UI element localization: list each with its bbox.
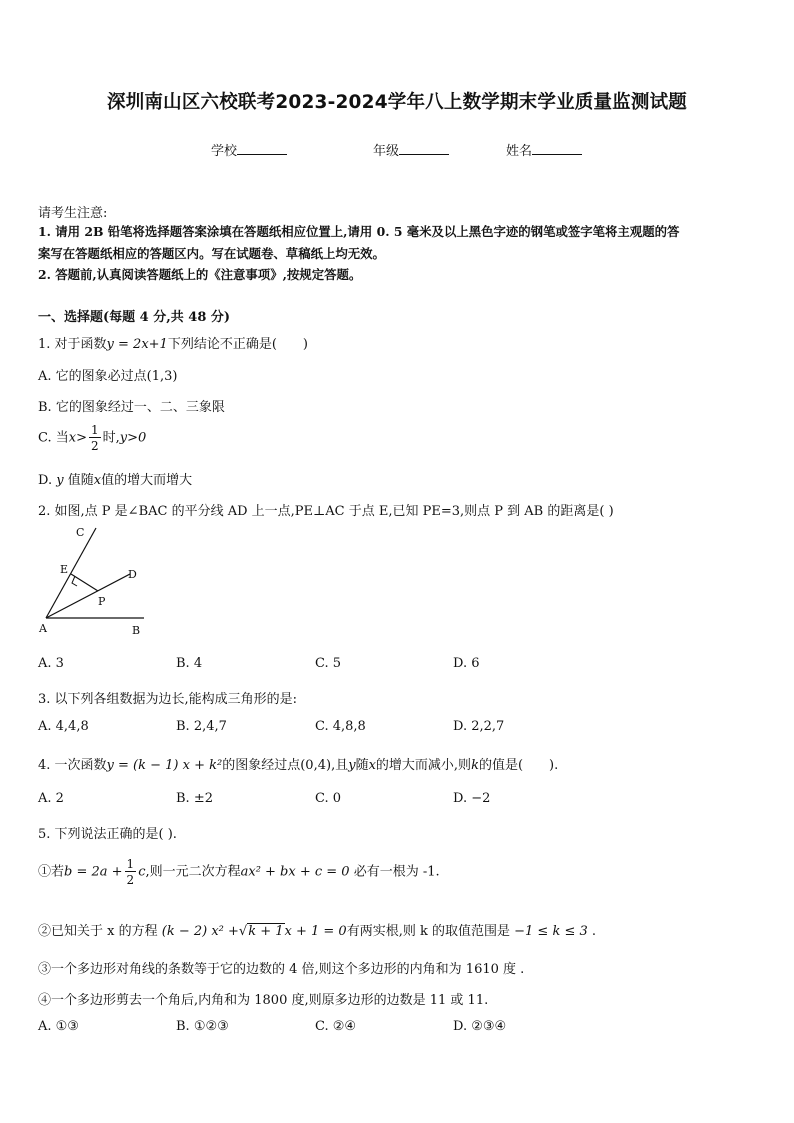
q2-stem: 2. 如图,点 P 是∠BAC 的平分线 AD 上一点,PE⊥AC 于点 E,已知 PE=3,则点 P 到 AB 的距离是( ): [38, 504, 614, 519]
q1-c-post: 时,: [102, 430, 120, 446]
q1-d-pre: D.: [38, 473, 53, 488]
q2-option-c[interactable]: C. 5: [315, 656, 342, 671]
page-title: 深圳南山区六校联考2023-2024学年八上数学期末学业质量监测试题: [107, 92, 687, 113]
q4-point: (0,4): [300, 758, 332, 773]
q4-stem-mid2: ,且: [331, 758, 349, 773]
q4-stem-post: 的值是( ).: [478, 758, 559, 773]
q5-s2-pre: ②已知关于 x 的方程: [38, 924, 158, 939]
section-heading: 一、选择题(每题 4 分,共 48 分): [38, 310, 231, 325]
q5-s1-eq-left: b = 2a +: [64, 864, 123, 880]
q5-s1-eq-right: c: [138, 864, 146, 880]
grade-field[interactable]: [373, 140, 449, 159]
q5-s1-pre: ①若: [38, 864, 65, 880]
q4-x: x: [368, 758, 376, 773]
name-field[interactable]: [506, 140, 582, 159]
q4-option-b[interactable]: B. ±2: [176, 791, 213, 806]
name-label: 姓名: [506, 144, 533, 159]
school-field[interactable]: [211, 140, 287, 159]
q1-d-post: 值的增大而增大: [101, 473, 193, 488]
q5-option-b[interactable]: B. ①②③: [176, 1019, 229, 1034]
label-p: P: [98, 595, 106, 608]
q5-s2-eq-right: x + 1 = 0: [284, 924, 347, 939]
q1-stem: [38, 333, 308, 352]
q4-k: k: [471, 758, 479, 773]
q5-statement-1: [38, 858, 440, 886]
q3-stem: 3. 以下列各组数据为边长,能构成三角形的是:: [38, 692, 298, 707]
label-e: E: [60, 563, 69, 576]
q5-statement-2: [38, 920, 596, 939]
label-d: D: [128, 568, 137, 581]
q5-s1-den: 2: [126, 873, 135, 887]
q1-option-b[interactable]: B. 它的图象经过一、二、三象限: [38, 400, 225, 415]
q1-c-den: 2: [91, 439, 99, 453]
q1-option-c[interactable]: [38, 424, 146, 452]
q1-c-var: x: [68, 430, 77, 446]
q4-formula: y = (k − 1) x + k²: [106, 758, 223, 773]
q1-function: y = 2x+1: [106, 337, 168, 352]
q5-s1-fraction: [125, 858, 137, 886]
grade-blank[interactable]: [399, 142, 449, 155]
q4-option-c[interactable]: C. 0: [315, 791, 342, 806]
q3-option-d[interactable]: D. 2,2,7: [453, 719, 505, 734]
q5-stem: 5. 下列说法正确的是( ).: [38, 827, 177, 842]
q5-s1-num: 1: [126, 857, 135, 871]
q1-c-pre: C. 当: [38, 430, 69, 446]
q4-stem-mid4: 的增大而减小,则: [375, 758, 472, 773]
q5-option-a[interactable]: A. ①③: [38, 1019, 79, 1034]
q1-d-y: y: [56, 473, 64, 488]
q1-option-a[interactable]: A. 它的图象必过点(1,3): [38, 369, 178, 384]
q1-c-fraction: [89, 424, 101, 452]
label-c: C: [76, 526, 85, 539]
notice-item2: 2. 答题前,认真阅读答题纸上的《注意事项》,按规定答题。: [38, 267, 362, 282]
q4-option-a[interactable]: A. 2: [38, 791, 64, 806]
q4-option-d[interactable]: D. −2: [453, 791, 491, 806]
name-blank[interactable]: [532, 142, 582, 155]
notice-item1-line2: 案写在答题纸相应的答题区内。写在试题卷、草稿纸上均无效。: [38, 246, 385, 261]
q5-option-c[interactable]: C. ②④: [315, 1019, 357, 1034]
q5-s2-post: .: [591, 924, 597, 939]
q5-s2-range: −1 ≤ k ≤ 3: [514, 924, 588, 939]
q1-c-num: 1: [91, 423, 99, 437]
q4-stem-mid: 的图象经过点: [222, 758, 301, 773]
q1-c-cond: y>0: [119, 430, 147, 446]
q1-stem-post: 下列结论不正确是( ): [167, 337, 308, 352]
q5-s2-eq-left: (k − 2) x² +: [161, 924, 239, 939]
q1-d-mid: 值随: [67, 473, 94, 488]
label-b: B: [132, 624, 141, 637]
q3-option-a[interactable]: A. 4,4,8: [38, 719, 89, 734]
grade-label: 年级: [373, 144, 400, 159]
school-label: 学校: [211, 144, 238, 159]
q3-option-b[interactable]: B. 2,4,7: [176, 719, 227, 734]
q4-stem: [38, 754, 558, 773]
q5-s1-eq2: ax² + bx + c = 0: [240, 864, 350, 880]
q4-y: y: [348, 758, 356, 773]
q5-s1-mid: ,则一元二次方程: [145, 864, 241, 880]
q5-s2-mid: 有两实根,则 k 的取值范围是: [346, 924, 510, 939]
q1-c-gt: >: [76, 430, 87, 446]
q2-figure: [34, 524, 164, 640]
q2-option-d[interactable]: D. 6: [453, 656, 480, 671]
label-a: A: [39, 622, 47, 635]
q5-statement-3: ③一个多边形对角线的条数等于它的边数的 4 倍,则这个多边形的内角和为 1610 度 .: [38, 962, 525, 977]
school-blank[interactable]: [237, 142, 287, 155]
q1-d-x: x: [93, 473, 102, 488]
notice-item1-line1: 1. 请用 2B 铅笔将选择题答案涂填在答题纸相应位置上,请用 0. 5 毫米及以上黑色字迹的钢笔或签字笔将主观题的答: [38, 224, 680, 239]
q5-s1-post: 必有一根为 -1.: [353, 864, 440, 880]
sqrt-icon: √: [238, 924, 248, 939]
q4-stem-pre: 4. 一次函数: [38, 758, 107, 773]
q5-statement-4: ④一个多边形剪去一个角后,内角和为 1800 度,则原多边形的边数是 11 或 11.: [38, 993, 489, 1008]
notice-header: 请考生注意:: [38, 206, 108, 221]
q5-s2-sqrt: k + 1: [248, 924, 284, 939]
q4-stem-mid3: 随: [355, 758, 369, 773]
q2-option-a[interactable]: A. 3: [38, 656, 64, 671]
q3-option-c[interactable]: C. 4,8,8: [315, 719, 366, 734]
q1-option-d[interactable]: [38, 469, 192, 488]
q2-option-b[interactable]: B. 4: [176, 656, 203, 671]
q5-option-d[interactable]: D. ②③④: [453, 1019, 507, 1034]
q1-stem-pre: 1. 对于函数: [38, 337, 107, 352]
